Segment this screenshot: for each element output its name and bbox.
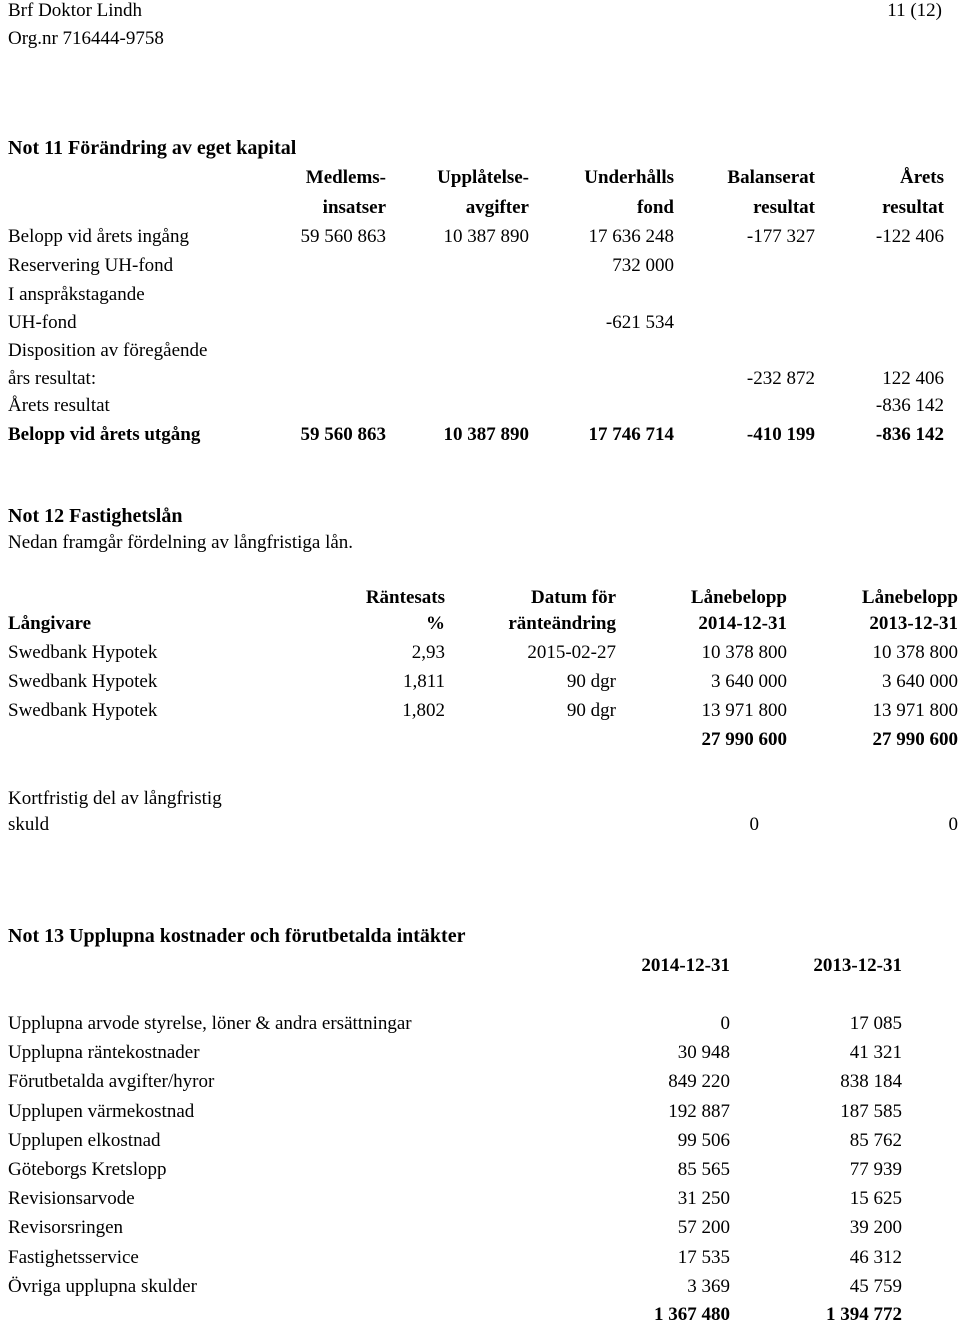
note12-total: 27 990 600 (701, 729, 787, 750)
note12-cell: 90 dgr (566, 671, 616, 692)
note13-row-label: Upplupna arvode styrelse, löner & andra ersättningar (8, 1013, 412, 1034)
note13-cell: 77 939 (849, 1159, 902, 1180)
note13-cell: 17 085 (849, 1013, 902, 1034)
note13-cell: 849 220 (668, 1071, 730, 1093)
note11-cell: 732 000 (612, 255, 674, 276)
note13-row-label: Övriga upplupna skulder (8, 1275, 197, 1297)
note11-cell: -122 406 (875, 226, 944, 247)
note12-column-header: Långivare (8, 613, 92, 634)
note11-cell: -836 142 (875, 395, 944, 416)
note11-cell: -410 199 (746, 424, 815, 445)
note13-cell: 39 200 (849, 1217, 902, 1239)
note13-row-label: Upplupen värmekostnad (8, 1100, 195, 1122)
note13-total: 1 394 772 (826, 1304, 902, 1325)
note13-cell: 31 250 (677, 1188, 730, 1210)
note12-subtitle: Nedan framgår fördelning av långfristiga lån. (8, 532, 354, 553)
note11-column-header: fond (637, 197, 674, 218)
note12-short-term-label: Kortfristig del av långfristig (8, 788, 222, 809)
note13-row-label: Förutbetalda avgifter/hyror (8, 1071, 215, 1093)
note12-cell: 1,811 (402, 671, 445, 692)
note12-short-term-label: skuld (8, 814, 50, 835)
note13-cell: 45 759 (849, 1275, 902, 1297)
note11-row-label: I anspråkstagande (8, 284, 145, 305)
note11-cell: -177 327 (746, 226, 815, 247)
note12-lender: Swedbank Hypotek (8, 671, 158, 692)
note11-cell: 10 387 890 (443, 424, 529, 445)
note13-cell: 46 312 (849, 1246, 902, 1268)
note12-lender: Swedbank Hypotek (8, 700, 158, 721)
note11-cell: 59 560 863 (300, 424, 386, 445)
note11-row-label: UH-fond (8, 312, 77, 333)
note12-lender: Swedbank Hypotek (8, 642, 158, 663)
note13-cell: 838 184 (840, 1071, 902, 1093)
note11-row-label: Reservering UH-fond (8, 255, 174, 276)
note13-row-label: Fastighetsservice (8, 1246, 139, 1268)
note11-row-label: Belopp vid årets ingång (8, 226, 189, 247)
note13-cell: 57 200 (677, 1217, 730, 1239)
note12-title: Not 12 Fastighetslån (8, 505, 183, 527)
note11-row-label: Disposition av föregående (8, 340, 208, 361)
note12-total: 27 990 600 (872, 729, 958, 750)
note12-column-header: Lånebelopp (690, 587, 787, 608)
note13-row-label: Revisionsarvode (8, 1188, 135, 1210)
note11-row-label: års resultat: (8, 368, 97, 389)
note11-cell: 59 560 863 (300, 226, 386, 247)
note11-cell: 17 636 248 (588, 226, 674, 247)
note11-column-header: Årets (900, 167, 944, 188)
note13-column-header: 2014-12-31 (641, 955, 730, 976)
note12-cell: 10 378 800 (701, 642, 787, 663)
note13-title: Not 13 Upplupna kostnader och förutbetalda intäkter (8, 925, 466, 947)
note12-cell: 10 378 800 (872, 642, 958, 663)
note12-short-term-value: 0 (749, 814, 759, 835)
note13-cell: 85 762 (849, 1129, 902, 1151)
note12-cell: 13 971 800 (872, 700, 958, 721)
note12-cell: 1,802 (402, 700, 445, 721)
note11-column-header: resultat (882, 197, 944, 218)
note11-cell: -836 142 (875, 424, 944, 445)
note11-column-header: insatser (322, 197, 386, 218)
note12-cell: 13 971 800 (701, 700, 787, 721)
note12-column-header: Räntesats (365, 587, 445, 608)
note11-column-header: Underhålls (584, 167, 674, 188)
note12-column-header: % (426, 613, 445, 634)
note13-row-label: Göteborgs Kretslopp (8, 1159, 167, 1180)
note12-cell: 3 640 000 (882, 671, 958, 692)
note12-column-header: Lånebelopp (861, 587, 958, 608)
note11-column-header: Balanserat (727, 167, 815, 188)
note12-column-header: ränteändring (508, 613, 616, 634)
note13-cell: 192 887 (668, 1100, 730, 1122)
note13-cell: 187 585 (840, 1100, 902, 1122)
note12-cell: 90 dgr (566, 700, 616, 721)
note13-cell: 17 535 (677, 1246, 730, 1268)
note13-cell: 0 (720, 1013, 730, 1034)
company-name: Brf Doktor Lindh (8, 0, 143, 21)
note11-column-header: resultat (753, 197, 815, 218)
note11-row-label: Belopp vid årets utgång (8, 424, 201, 445)
note11-column-header: Medlems- (305, 167, 386, 188)
note11-cell: -621 534 (605, 312, 674, 333)
note12-cell: 2,93 (411, 642, 445, 663)
note13-cell: 99 506 (677, 1129, 730, 1151)
note13-total: 1 367 480 (654, 1304, 730, 1325)
note11-title: Not 11 Förändring av eget kapital (8, 137, 297, 159)
note13-cell: 15 625 (849, 1188, 902, 1210)
note13-row-label: Upplupen elkostnad (8, 1129, 161, 1151)
note12-column-header: 2013-12-31 (869, 613, 958, 634)
note12-short-term-value: 0 (948, 814, 958, 835)
note13-cell: 85 565 (677, 1159, 730, 1180)
note12-cell: 3 640 000 (711, 671, 787, 692)
note11-column-header: avgifter (465, 197, 529, 218)
note12-column-header: Datum för (531, 587, 616, 608)
org-number: Org.nr 716444-9758 (8, 28, 164, 49)
note12-column-header: 2014-12-31 (698, 613, 787, 634)
note11-cell: 122 406 (882, 368, 944, 389)
note11-cell: 17 746 714 (588, 424, 674, 445)
note13-cell: 41 321 (849, 1042, 902, 1064)
note11-row-label: Årets resultat (8, 395, 110, 416)
note13-cell: 30 948 (677, 1042, 730, 1064)
note12-cell: 2015-02-27 (527, 642, 616, 663)
note11-cell: 10 387 890 (443, 226, 529, 247)
note13-cell: 3 369 (687, 1275, 730, 1297)
note13-row-label: Revisorsringen (8, 1217, 124, 1239)
note11-column-header: Upplåtelse- (437, 167, 529, 188)
page-number: 11 (12) (887, 0, 942, 21)
note13-row-label: Upplupna räntekostnader (8, 1042, 200, 1064)
note13-column-header: 2013-12-31 (813, 955, 902, 976)
note11-cell: -232 872 (746, 368, 815, 389)
